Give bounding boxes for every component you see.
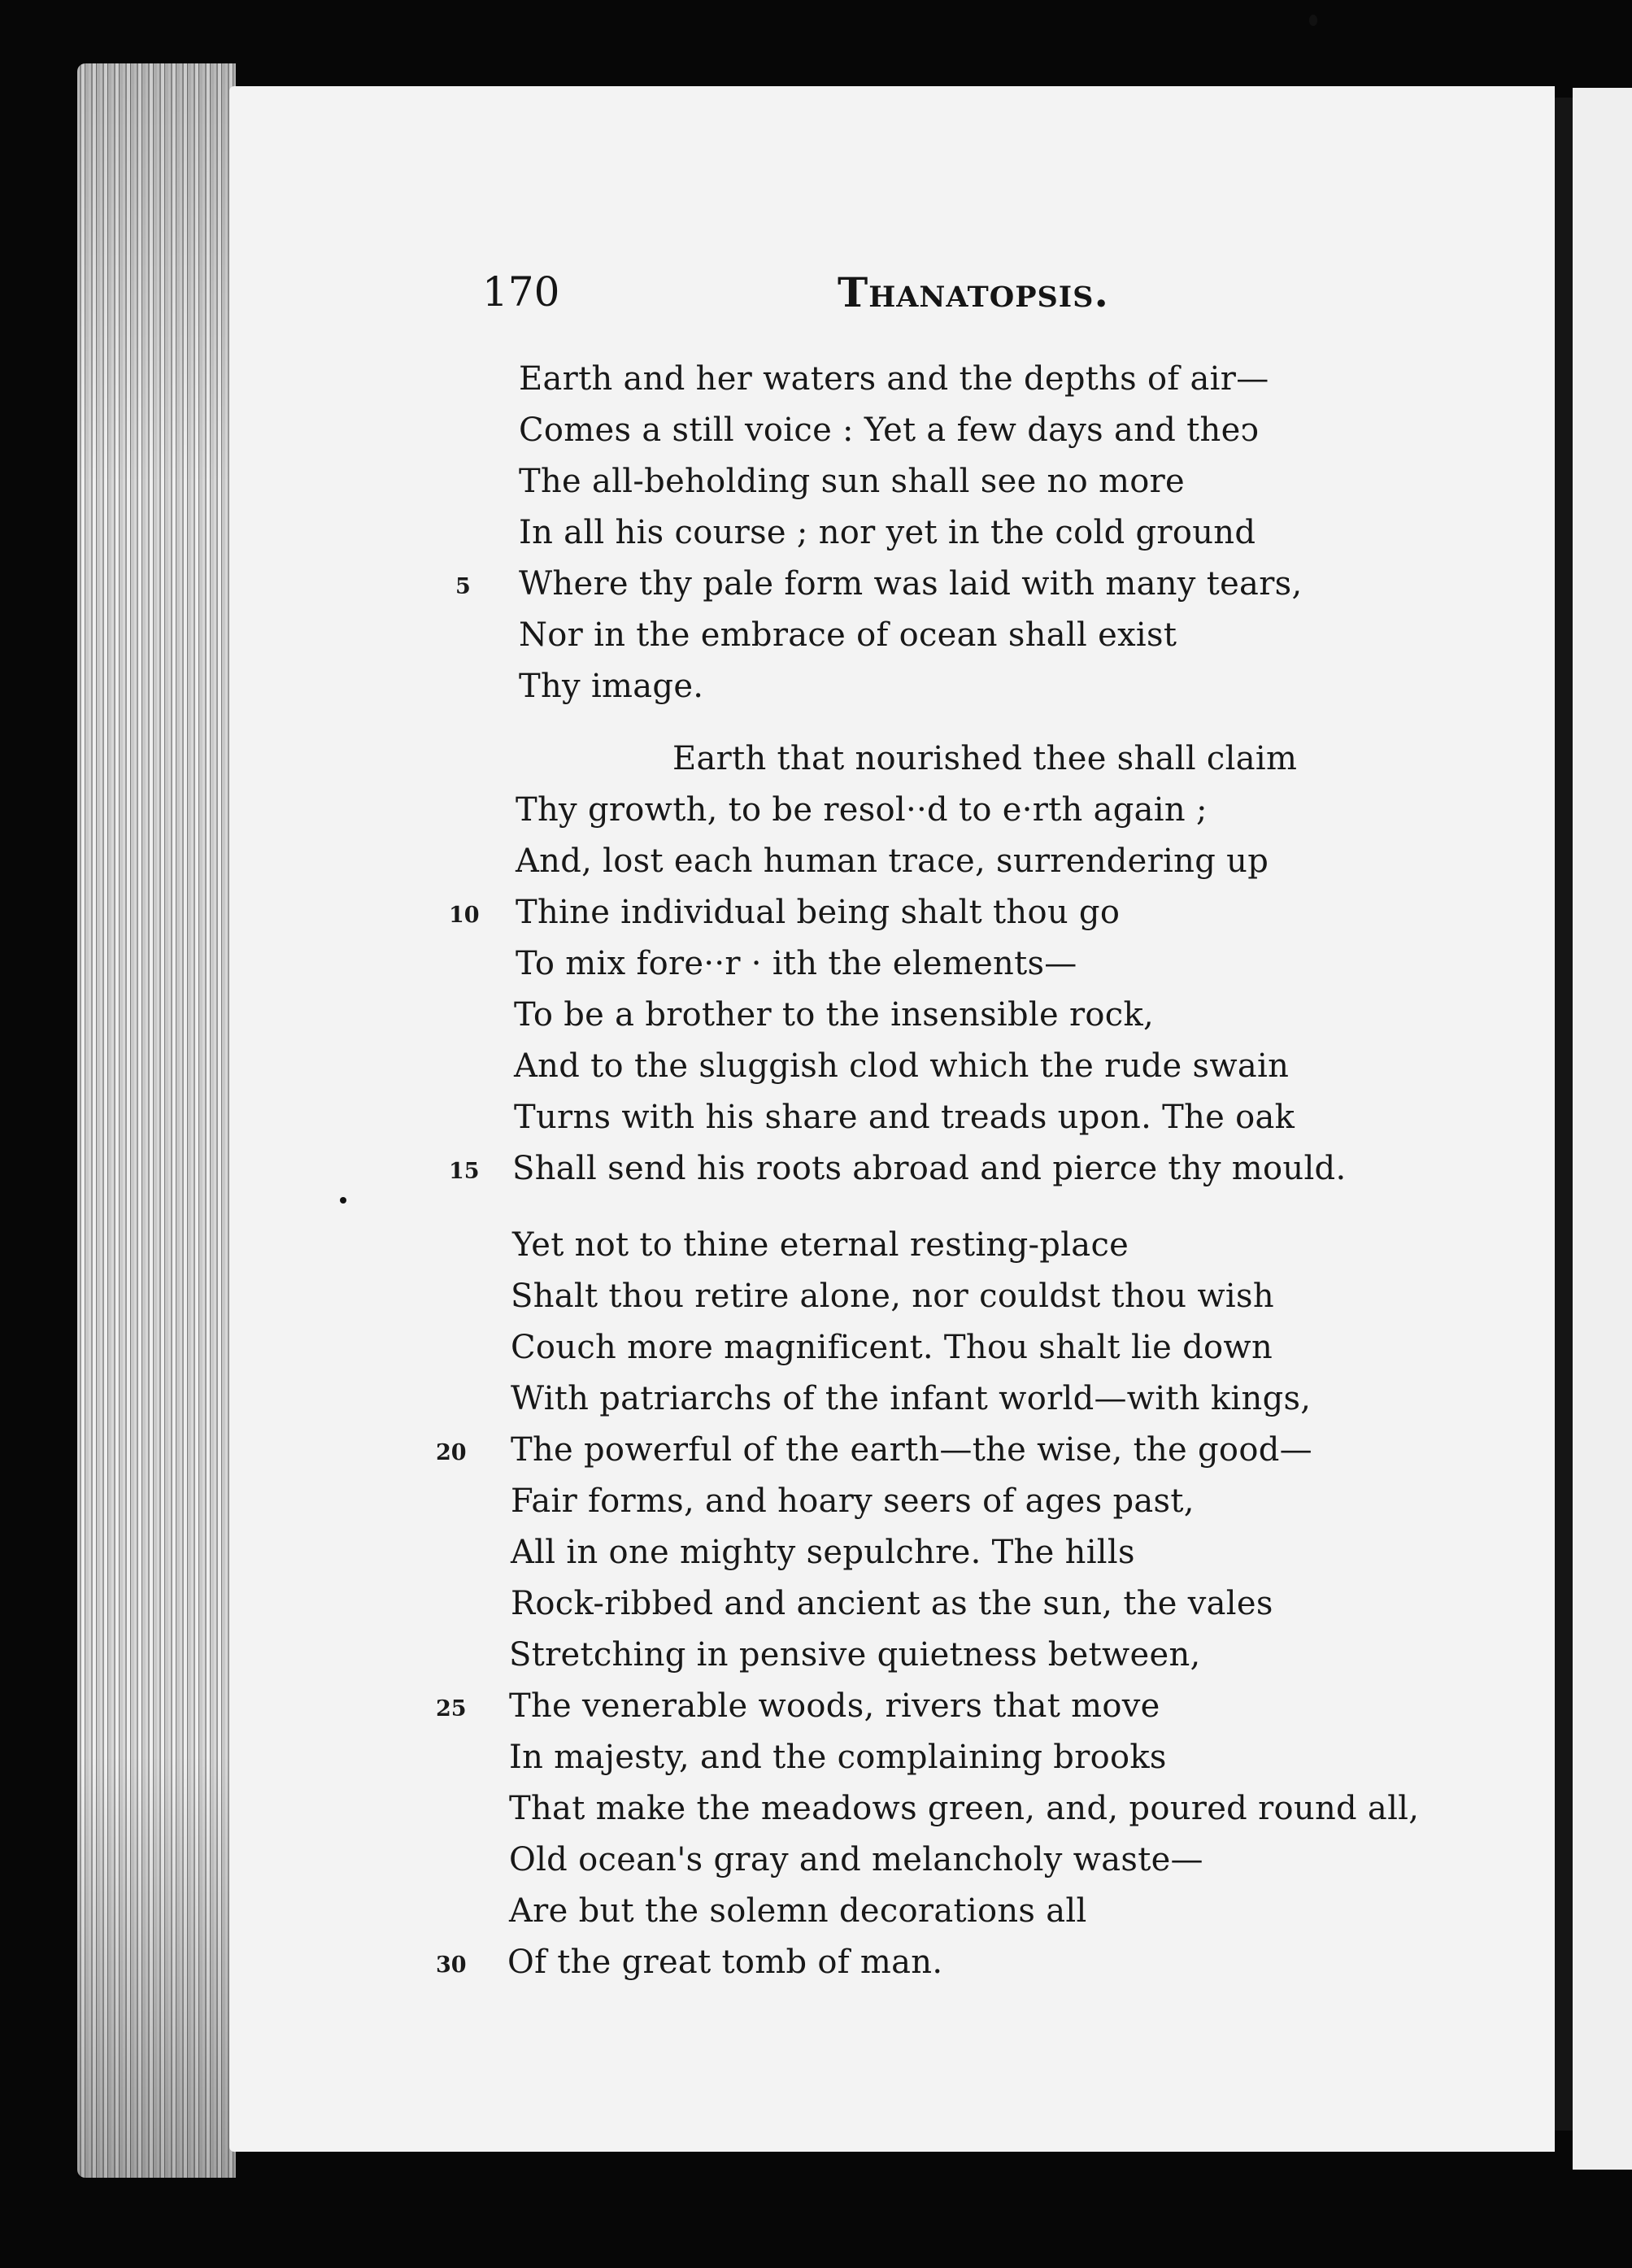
poem-line: And, lost each human trace, surrendering up <box>516 842 1269 880</box>
poem-line: Turns with his share and treads upon. The oak <box>514 1099 1295 1136</box>
poem-line: Shalt thou retire alone, nor couldst thou wish <box>511 1278 1274 1315</box>
page-number: 170 <box>482 268 560 316</box>
poem-line: Where thy pale form was laid with many tears, <box>519 565 1303 603</box>
line-number: 5 <box>455 574 471 599</box>
poem-line: Thine individual being shalt thou go <box>516 894 1121 931</box>
poem-line: With patriarchs of the infant world—with kings, <box>511 1380 1312 1417</box>
poem-line: Thy image. <box>519 668 704 705</box>
line-number: 25 <box>436 1696 467 1722</box>
poem-line: To mix fore··r · ith the elements— <box>516 945 1077 982</box>
line-number: 30 <box>436 1952 467 1978</box>
poem-line: Comes a still voice : Yet a few days and theↄ <box>519 411 1260 449</box>
poem-line: Are but the solemn decorations all <box>509 1892 1087 1930</box>
poem-line: Yet not to thine eternal resting-place <box>512 1226 1129 1264</box>
poem-line: And to the sluggish clod which the rude swain <box>514 1047 1290 1085</box>
poem-line: Shall send his roots abroad and pierce thy mould. <box>512 1150 1347 1187</box>
poem-line: In all his course ; nor yet in the cold ground <box>519 514 1256 551</box>
poem-line: Of the great tomb of man. <box>507 1944 943 1981</box>
poem-line: The all-beholding sun shall see no more <box>519 463 1186 500</box>
poem-line: Nor in the embrace of ocean shall exist <box>519 616 1177 654</box>
poem-line: The powerful of the earth—the wise, the good— <box>511 1431 1312 1469</box>
line-number: 15 <box>449 1159 480 1184</box>
poem-line: Earth that nourished thee shall claim <box>672 740 1298 777</box>
running-title: Thanatopsis. <box>838 268 1109 316</box>
poem-line: Stretching in pensive quietness between, <box>509 1636 1201 1674</box>
poem-line: Earth and her waters and the depths of air— <box>519 360 1269 398</box>
poem-line: Rock-ribbed and ancient as the sun, the vales <box>511 1585 1273 1622</box>
poem-line: To be a brother to the insensible rock, <box>514 996 1155 1034</box>
line-number: 20 <box>436 1440 467 1465</box>
poem-line: Old ocean's gray and melancholy waste— <box>509 1841 1203 1878</box>
line-number: 10 <box>449 903 480 928</box>
poem-line: Thy growth, to be resol··d to e·rth again ; <box>516 791 1208 829</box>
poem-line: All in one mighty sepulchre. The hills <box>511 1534 1135 1571</box>
poem-line: Fair forms, and hoary seers of ages past, <box>511 1482 1195 1520</box>
poem-line: That make the meadows green, and, poured round all, <box>509 1790 1420 1827</box>
poem-line: In majesty, and the complaining brooks <box>509 1739 1167 1776</box>
poem-line: The venerable woods, rivers that move <box>509 1687 1160 1725</box>
poem-line: Couch more magnificent. Thou shalt lie down <box>511 1329 1273 1366</box>
